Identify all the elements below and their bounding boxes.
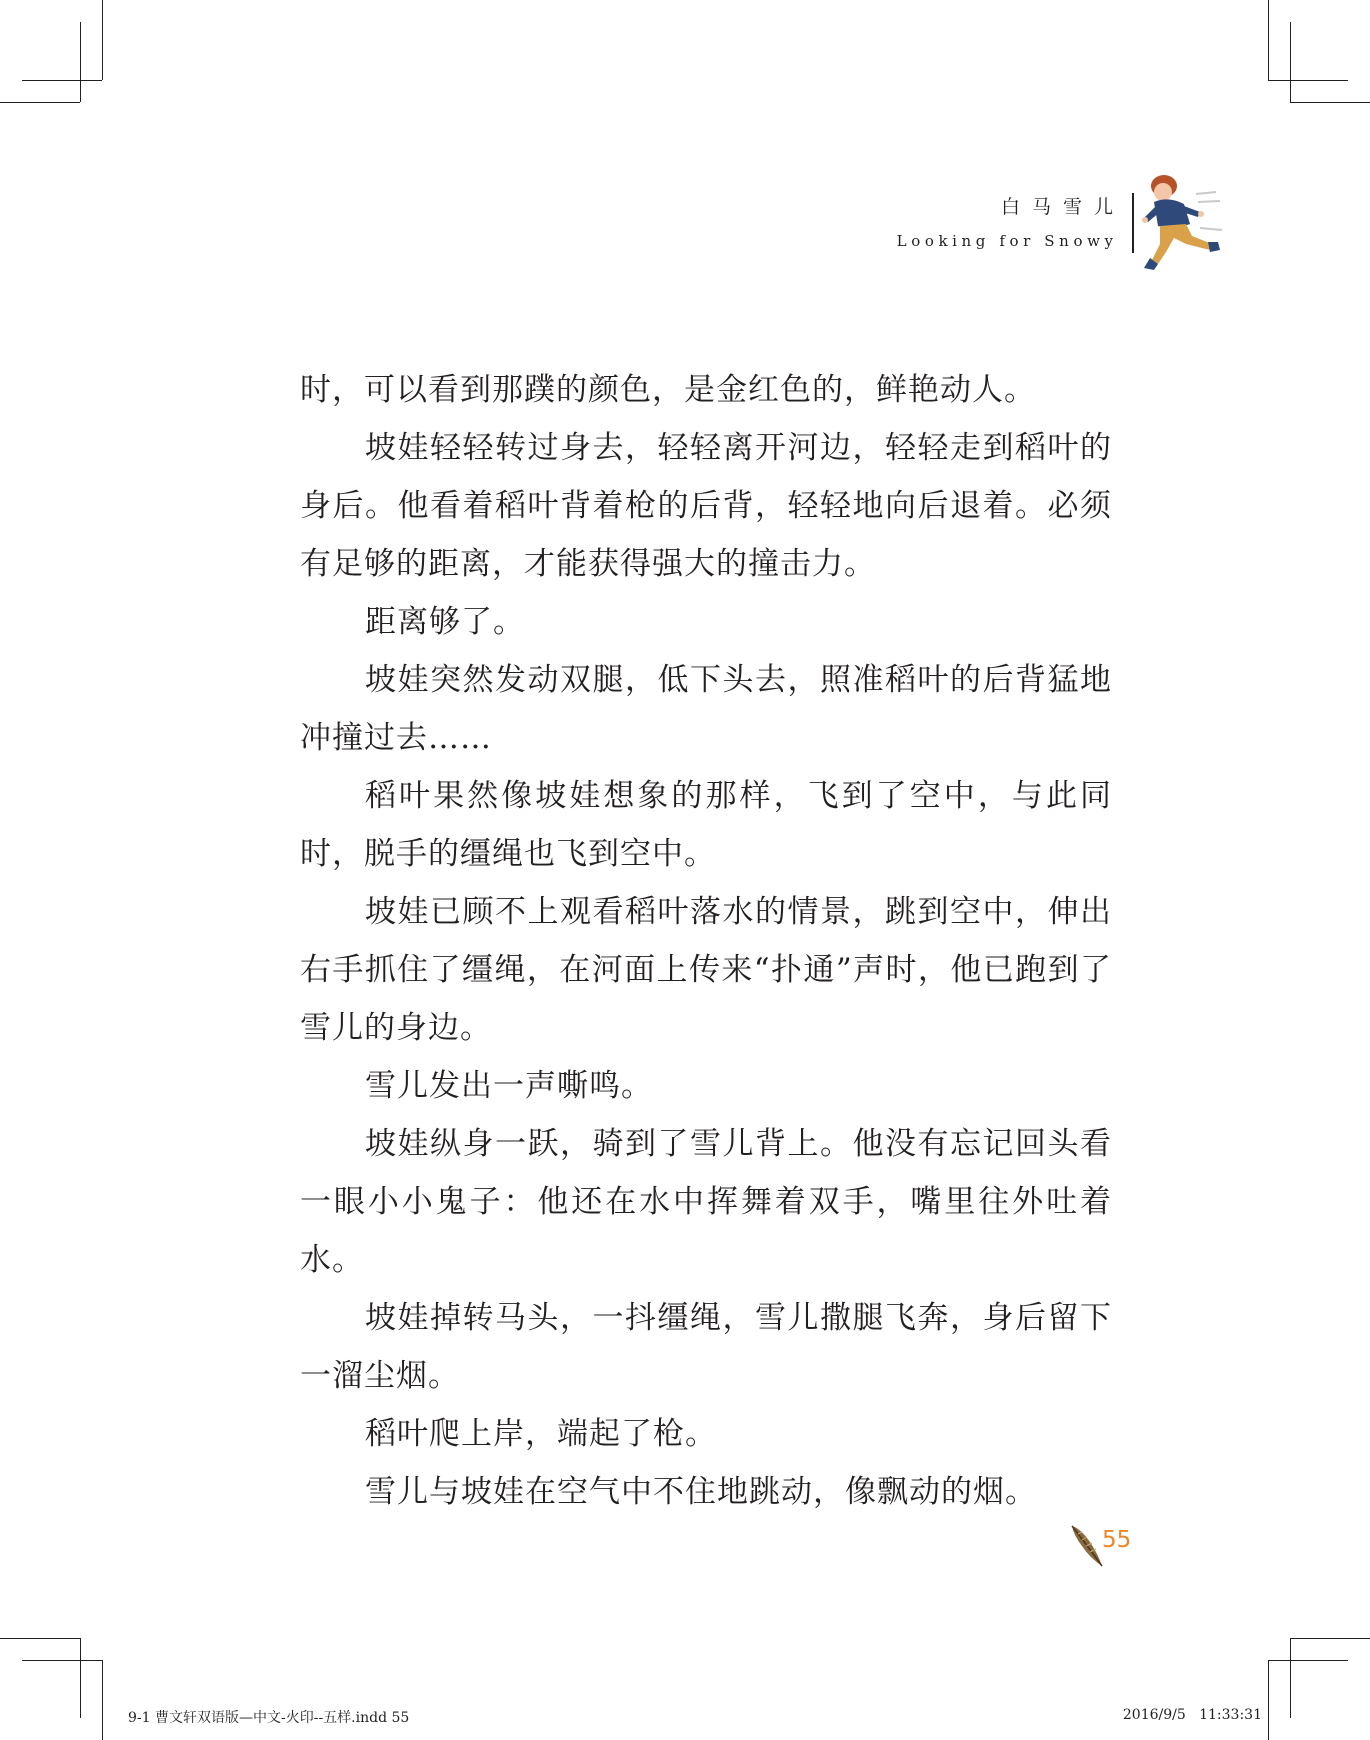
- crop-mark: [102, 1660, 103, 1740]
- crop-mark: [22, 1660, 102, 1661]
- running-head: [896, 192, 1125, 254]
- paragraph: 坡娃纵身一跃，骑到了雪儿背上。他没有忘记回头看一眼小小鬼子：他还在水中挥舞着双手，嘴里往外吐着水。: [300, 1126, 1112, 1278]
- paragraph: 坡娃已顾不上观看稻叶落水的情景，跳到空中，伸出右手抓住了缰绳，在河面上传来“扑通”声时，他已跑到了雪儿的身边。: [300, 894, 1112, 1046]
- crop-mark: [1290, 1638, 1291, 1718]
- body-text: [300, 361, 1112, 1521]
- crop-mark: [1268, 1660, 1269, 1740]
- print-slug-timestamp: 2016/9/5 11:33:31: [1122, 1707, 1262, 1723]
- crop-mark: [1268, 1660, 1348, 1661]
- book-title-zh: 白马雪儿: [1000, 196, 1125, 218]
- crop-mark: [80, 22, 81, 102]
- crop-mark: [22, 80, 102, 81]
- crop-mark: [1290, 1638, 1370, 1639]
- paragraph: 雪儿与坡娃在空气中不住地跳动，像飘动的烟。: [365, 1474, 1037, 1510]
- header-divider: [1132, 193, 1134, 253]
- book-title-en: Looking for Snowy: [896, 232, 1118, 250]
- paragraph: 坡娃掉转马头，一抖缰绳，雪儿撒腿飞奔，身后留下一溜尘烟。: [300, 1300, 1112, 1394]
- crop-mark: [0, 1638, 80, 1639]
- paragraph: 雪儿发出一声嘶鸣。: [365, 1068, 653, 1104]
- crop-mark: [1290, 22, 1291, 102]
- paragraph: 坡娃轻轻转过身去，轻轻离开河边，轻轻走到稻叶的身后。他看着稻叶背着枪的后背，轻轻地向后退着。必须有足够的距离，才能获得强大的撞击力。: [300, 430, 1112, 582]
- crop-mark: [102, 0, 103, 80]
- paragraph: 稻叶爬上岸，端起了枪。: [365, 1416, 717, 1452]
- crop-mark: [1290, 102, 1370, 103]
- crop-mark: [1268, 80, 1348, 81]
- page-number: 55: [1102, 1527, 1132, 1553]
- crop-mark: [80, 1638, 81, 1718]
- crop-mark: [0, 102, 80, 103]
- running-boy-icon: [1140, 172, 1226, 276]
- paragraph: 稻叶果然像坡娃想象的那样，飞到了空中，与此同时，脱手的缰绳也飞到空中。: [300, 778, 1112, 872]
- paragraph: 时，可以看到那蹼的颜色，是金红色的，鲜艳动人。: [300, 372, 1036, 408]
- crop-mark: [1268, 0, 1269, 80]
- paragraph: 距离够了。: [365, 604, 525, 640]
- paragraph: 坡娃突然发动双腿，低下头去，照准稻叶的后背猛地冲撞过去……: [300, 662, 1112, 756]
- print-slug-file: 9-1 曹文轩双语版—中文-火印--五样.indd 55: [128, 1710, 410, 1726]
